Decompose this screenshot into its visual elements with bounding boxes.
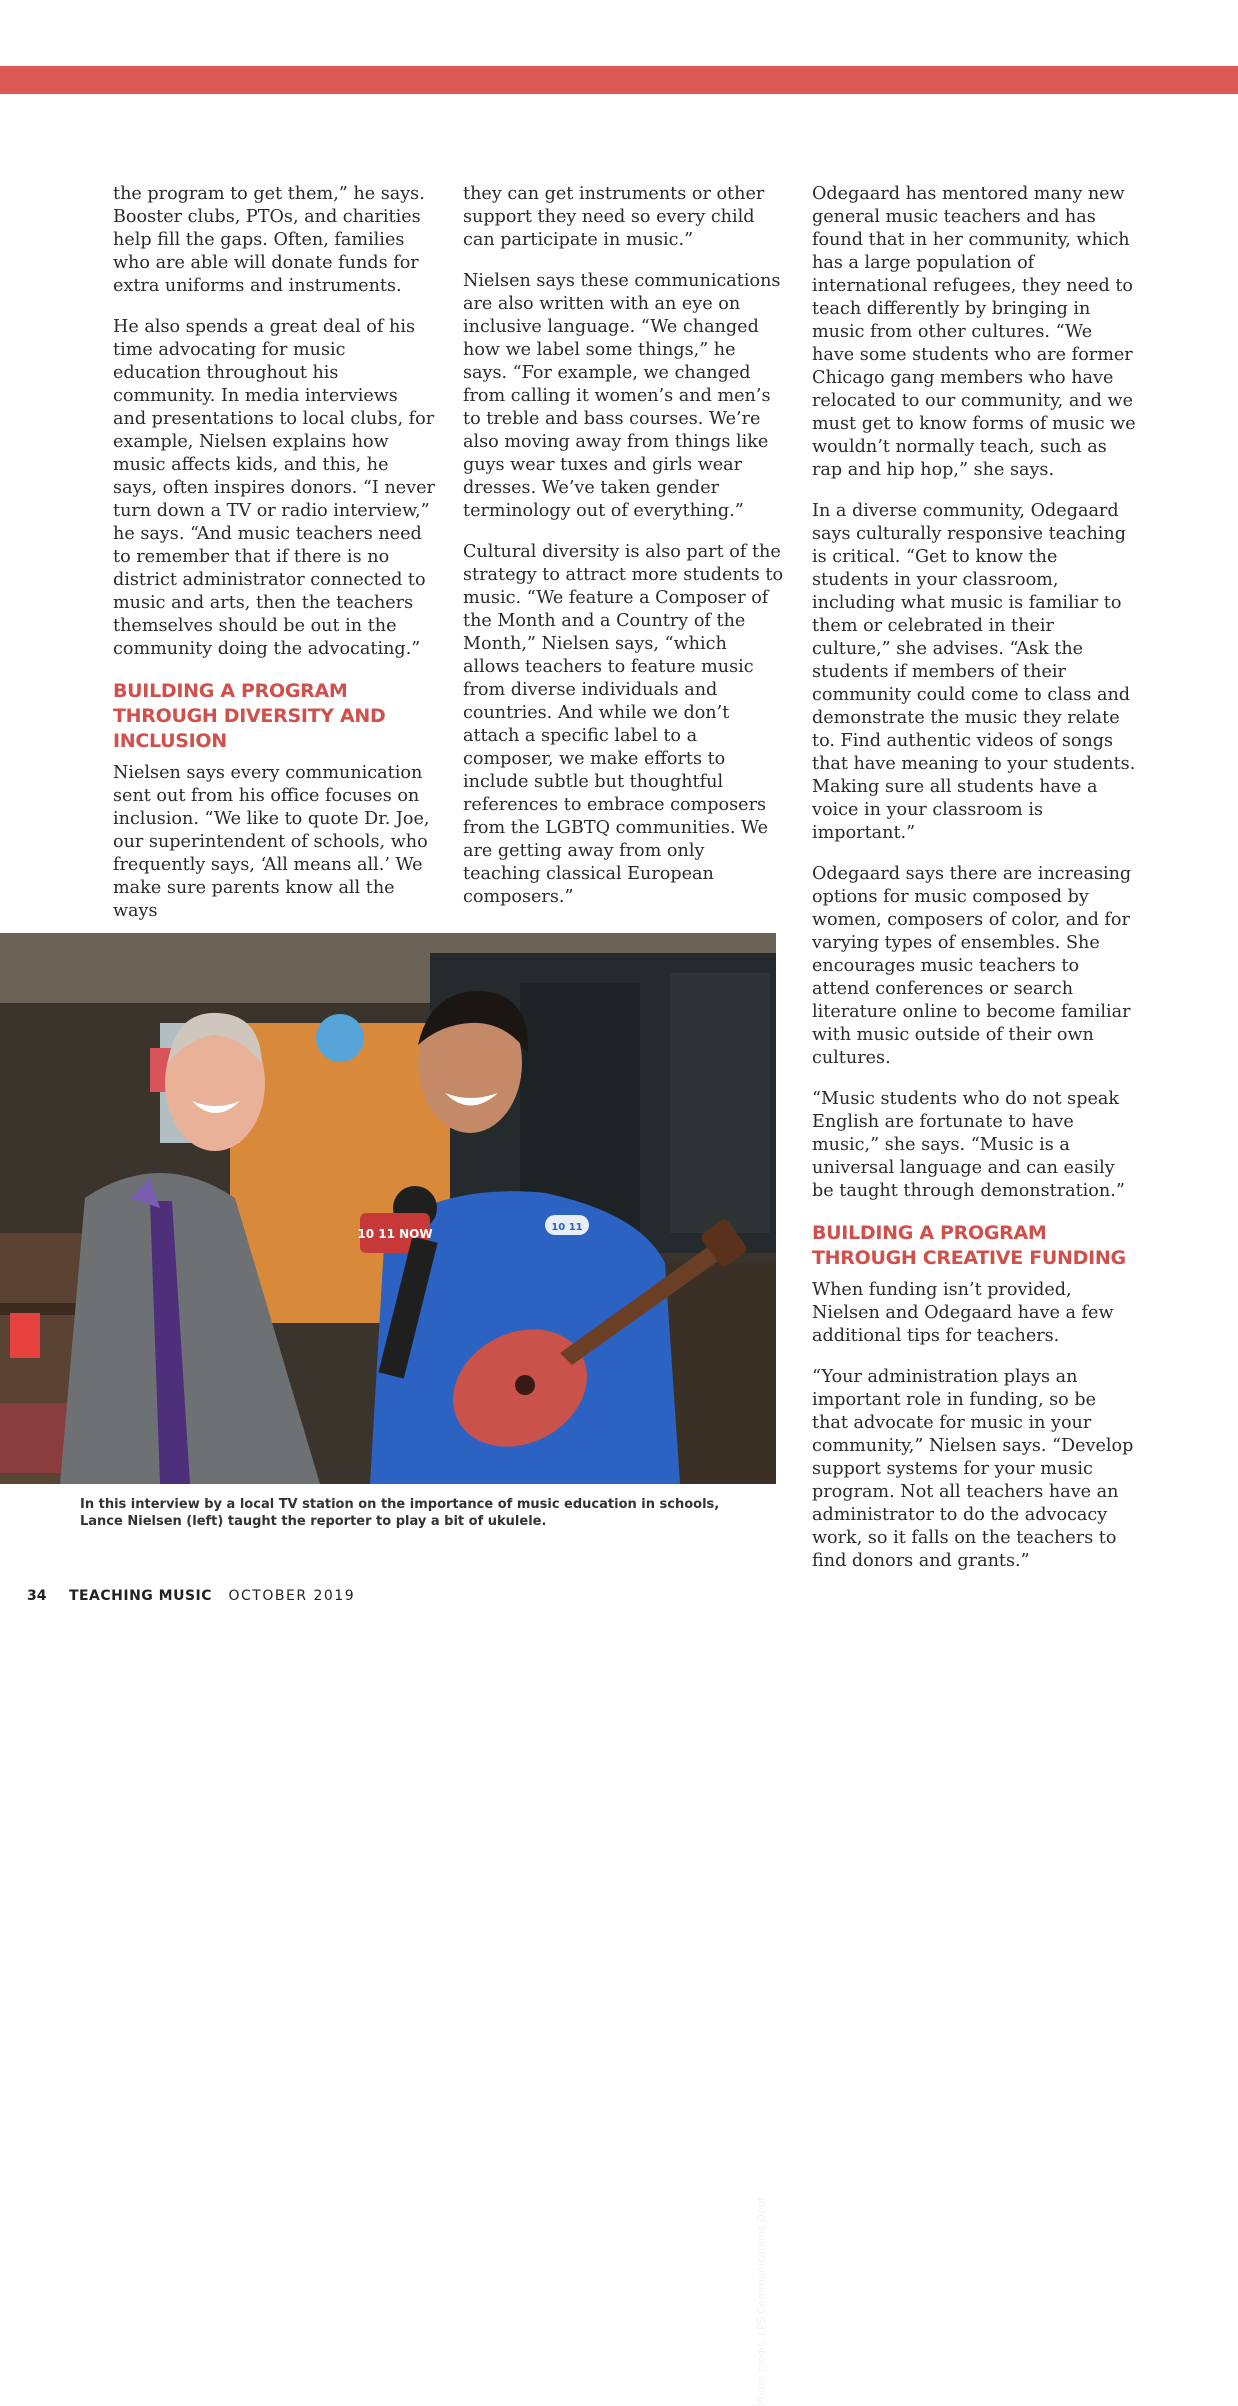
paragraph: Nielsen says every communication sent out from his office focuses on inclusion. “We like to quote Dr. Joe, our superintendent of schools, who frequently says, ‘All means all.’ We make sure parents know all the ways [113, 763, 430, 921]
paragraph: “Music students who do not speak English are fortunate to have music,” she says. “Music is a universal language and can easily be taught through demonstration.” [812, 1089, 1125, 1201]
section-heading-diversity: BUILDING A PROGRAM THROUGH DIVERSITY AND INCLUSION [113, 680, 386, 752]
paragraph: Odegaard has mentored many new general music teachers and has found that in her community, which has a large population of international refugees, they need to teach differently by bringing in music from other cultures. “We have some students who are former Chicago gang members who have relocated to our community, and we must get to know forms of music we wouldn’t normally teach, such as rap and hip hop,” she says. [812, 184, 1136, 480]
paragraph: Cultural diversity is also part of the strategy to attract more students to music. “We feature a Composer of the Month and a Country of the Month,” Nielsen says, “which allows teachers to feature music from diverse individuals and countries. And while we don’t attach a specific label to a composer, we make efforts to include subtle but thoughtful references to embrace composers from the LGBTQ communities. We are getting away from only teaching classical European composers.” [463, 542, 784, 907]
mic-flag-logo: 10 11 NOW [357, 1227, 433, 1241]
paragraph: He also spends a great deal of his time advocating for music education throughout his community. In media interviews and presentations to local clubs, for example, Nielsen explains how music affects kids, and this, he says, often inspires donors. “I never turn down a TV or radio interview,” he says. “And music teachers need to remember that if there is no district administrator connected to music and arts, then the teachers themselves should be out in the community doing the advocating.” [113, 317, 435, 659]
paragraph: Odegaard says there are increasing options for music composed by women, composers of color, and for varying types of ensembles. She encourages music teachers to attend conferences or search literature online to become familiar with music outside of their own cultures. [812, 864, 1132, 1068]
paragraph: Nielsen says these communications are also written with an eye on inclusive language. “We changed how we label some things,” he says. “For example, we changed from calling it women’s and men’s to treble and bass courses. We’re also moving away from things like guys wear tuxes and girls wear dresses. We’ve taken gender terminology out of everything.” [463, 271, 781, 521]
page-number: 34 [27, 1588, 47, 1604]
paragraph: the program to get them,” he says. Booster clubs, PTOs, and charities help fill the gaps. Often, families who are able will donate funds for extra uniforms and instruments. [113, 184, 425, 296]
magazine-title: TEACHING MUSIC [68, 1588, 213, 1604]
photo-illustration [0, 933, 776, 1484]
paragraph: When funding isn’t provided, Nielsen and Odegaard have a few additional tips for teachers. [812, 1280, 1114, 1346]
top-accent-bar [0, 66, 1238, 94]
section-heading-funding: BUILDING A PROGRAM THROUGH CREATIVE FUNDING [812, 1222, 1126, 1269]
column-3 [812, 183, 1137, 1591]
column-2 [463, 183, 785, 927]
photo-credit: Photo credit: LPS Communications Dept. [756, 2193, 768, 2406]
issue-date: OCTOBER 2019 [228, 1588, 356, 1604]
photo-caption: In this interview by a local TV station on the importance of music education in schools, Lance Nielsen (left) taught the reporter to play a bit of ukulele. [80, 1497, 720, 1529]
paragraph: “Your administration plays an important role in funding, so be that advocate for music in your community,” Nielsen says. “Develop support systems for your music program. Not all teachers have an administrator to do the advocacy work, so it falls on the teachers to find donors and grants.” [812, 1367, 1134, 1571]
paragraph: In a diverse community, Odegaard says culturally responsive teaching is critical. “Get to know the students in your classroom, including what music is familiar to them or celebrated in their culture,” she advises. “Ask the students if members of their community could come to class and demonstrate the music they relate to. Find authentic videos of songs that have meaning to your students. Making sure all students have a voice in your classroom is important.” [812, 501, 1136, 843]
column-1 [113, 183, 435, 941]
shirt-logo: 10 11 [551, 1222, 583, 1233]
page-footer [27, 1588, 355, 1604]
paragraph: they can get instruments or other support they need so every child can participate in music.” [463, 184, 765, 250]
